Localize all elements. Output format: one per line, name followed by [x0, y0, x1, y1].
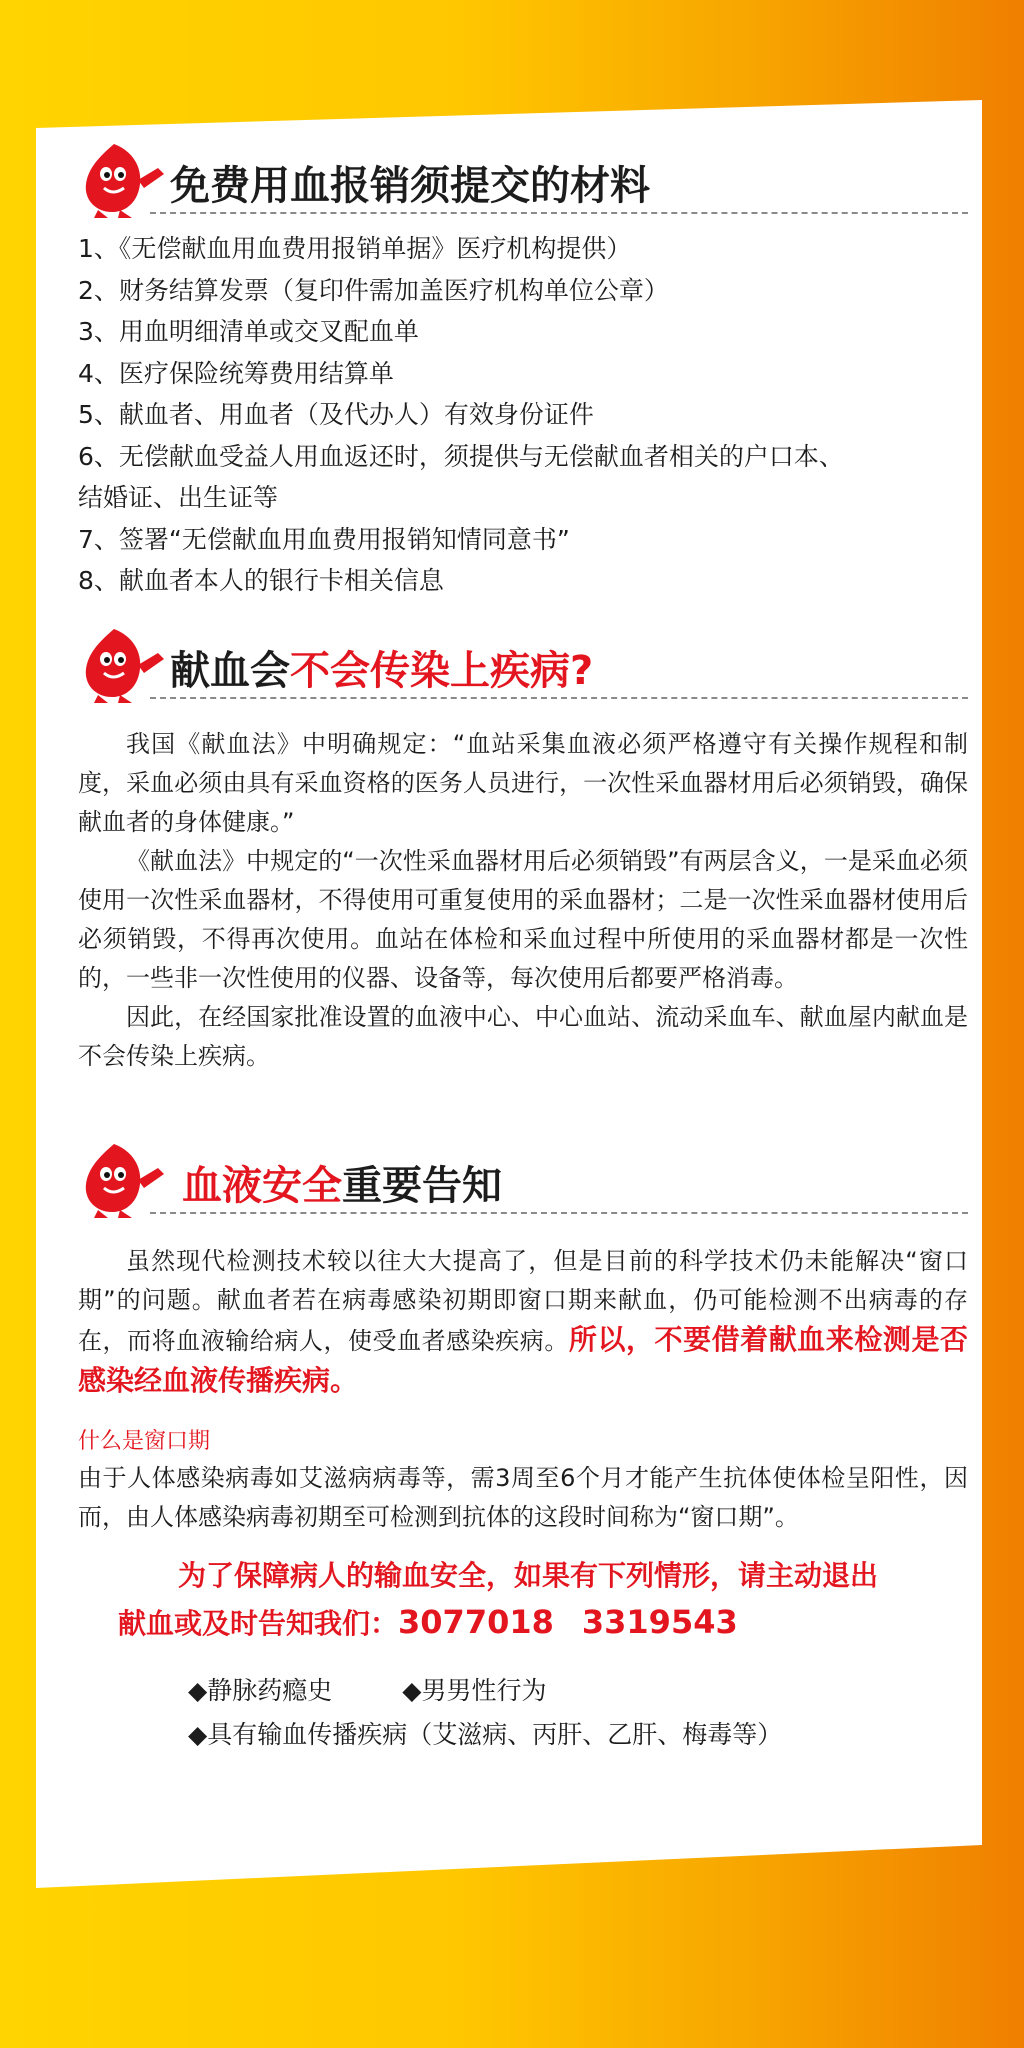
list-item: 4、医疗保险统筹费用结算单 — [78, 358, 394, 388]
blood-drop-mascot-icon — [78, 1140, 170, 1220]
blood-drop-mascot-icon — [78, 625, 170, 705]
section-title — [182, 1154, 502, 1211]
materials-list — [78, 228, 968, 602]
list-item: 结婚证、出生证等 — [78, 483, 279, 512]
list-item: 3、用血明细清单或交叉配血单 — [78, 317, 419, 346]
reimbursement-section — [78, 140, 968, 602]
notice-line-2 — [78, 1599, 968, 1647]
list-item: ◆具有输血传播疾病（艾滋病、丙肝、乙肝、梅毒等） — [188, 1720, 783, 1749]
section-header — [78, 625, 968, 705]
infection-section — [78, 625, 968, 1076]
title-black-part: 重要告知 — [342, 1163, 502, 1209]
dashed-divider — [150, 212, 968, 214]
list-item: 6、无偿献血受益人用血返还时，须提供与无偿献血者相关的户口本、 — [78, 441, 844, 471]
dashed-divider — [150, 697, 968, 699]
list-item: 1、《无偿献血用血费用报销单据》医疗机构提供） — [78, 234, 632, 263]
paragraph: 《献血法》中规定的“一次性采血器材用后必须销毁”有两层含义，一是采血必须使用一次性采血器材，不得使用可重复使用的采血器材；二是一次性采血器材使用后必须销毁，不得再次使用。血站在体检和采血过程中所使用的采血器材都是一次性的，一些非一次性使用的仪器、设备等，每次使用后都要严格消毒。 — [78, 847, 968, 992]
list-item: ◆男男性行为 — [402, 1676, 547, 1705]
dashed-divider — [150, 1212, 968, 1214]
intro-paragraph — [78, 1242, 968, 1402]
list-item: 7、签署“无偿献血用血费用报销知情同意书” — [78, 524, 570, 554]
section-header — [78, 1140, 968, 1220]
window-period-heading: 什么是窗口期 — [78, 1429, 211, 1454]
notice-line-2-text: 献血或及时告知我们： — [118, 1607, 399, 1640]
list-item: ◆静脉药瘾史 — [188, 1676, 333, 1705]
title-red-part: 血液安全 — [182, 1163, 342, 1209]
list-item: 5、献血者、用血者（及代办人）有效身份证件 — [78, 400, 594, 429]
notice-line-1: 为了保障病人的输血安全，如果有下列情形，请主动退出 — [178, 1559, 879, 1592]
paragraph: 因此，在经国家批准设置的血液中心、中心血站、流动采血车、献血屋内献血是不会传染上疾病。 — [78, 1003, 968, 1070]
title-black-part: 献血会 — [170, 648, 290, 694]
title-red-part: 不会传染上疾病? — [290, 648, 594, 694]
phone-number: 3077018 — [398, 1603, 554, 1641]
risk-list — [78, 1669, 968, 1757]
exit-notice — [78, 1553, 968, 1647]
blood-safety-section — [78, 1140, 968, 1757]
intro-warning: 所以，不要借着献血来检测是否感染经血液传播疾病。 — [78, 1323, 968, 1397]
phone-number: 3319543 — [581, 1603, 738, 1641]
list-item: 8、献血者本人的银行卡相关信息 — [78, 566, 444, 595]
section-title: 免费用血报销须提交的材料 — [170, 163, 650, 209]
list-item: 2、财务结算发票（复印件需加盖医疗机构单位公章） — [78, 275, 669, 305]
blood-drop-mascot-icon — [78, 140, 170, 220]
section-header — [78, 140, 968, 220]
window-period-text: 由于人体感染病毒如艾滋病病毒等，需3周至6个月才能产生抗体使体检呈阳性，因而，由人体感染病毒初期至可检测到抗体的这段时间称为“窗口期”。 — [78, 1464, 968, 1531]
intro-text: 虽然现代检测技术较以往大大提高了，但是目前的科学技术仍未能解决“窗口期”的问题。献血者若在病毒感染初期即窗口期来献血，仍可能检测不出病毒的存在，而将血液输给病人，使受血者感染疾病。 — [78, 1247, 968, 1355]
risk-row — [188, 1713, 968, 1757]
paragraph: 我国《献血法》中明确规定：“血站采集血液必须严格遵守有关操作规程和制度，采血必须由具有采血资格的医务人员进行，一次性采血器材用后必须销毁，确保献血者的身体健康。” — [78, 730, 968, 836]
section-title — [170, 639, 593, 696]
risk-row — [188, 1669, 968, 1713]
